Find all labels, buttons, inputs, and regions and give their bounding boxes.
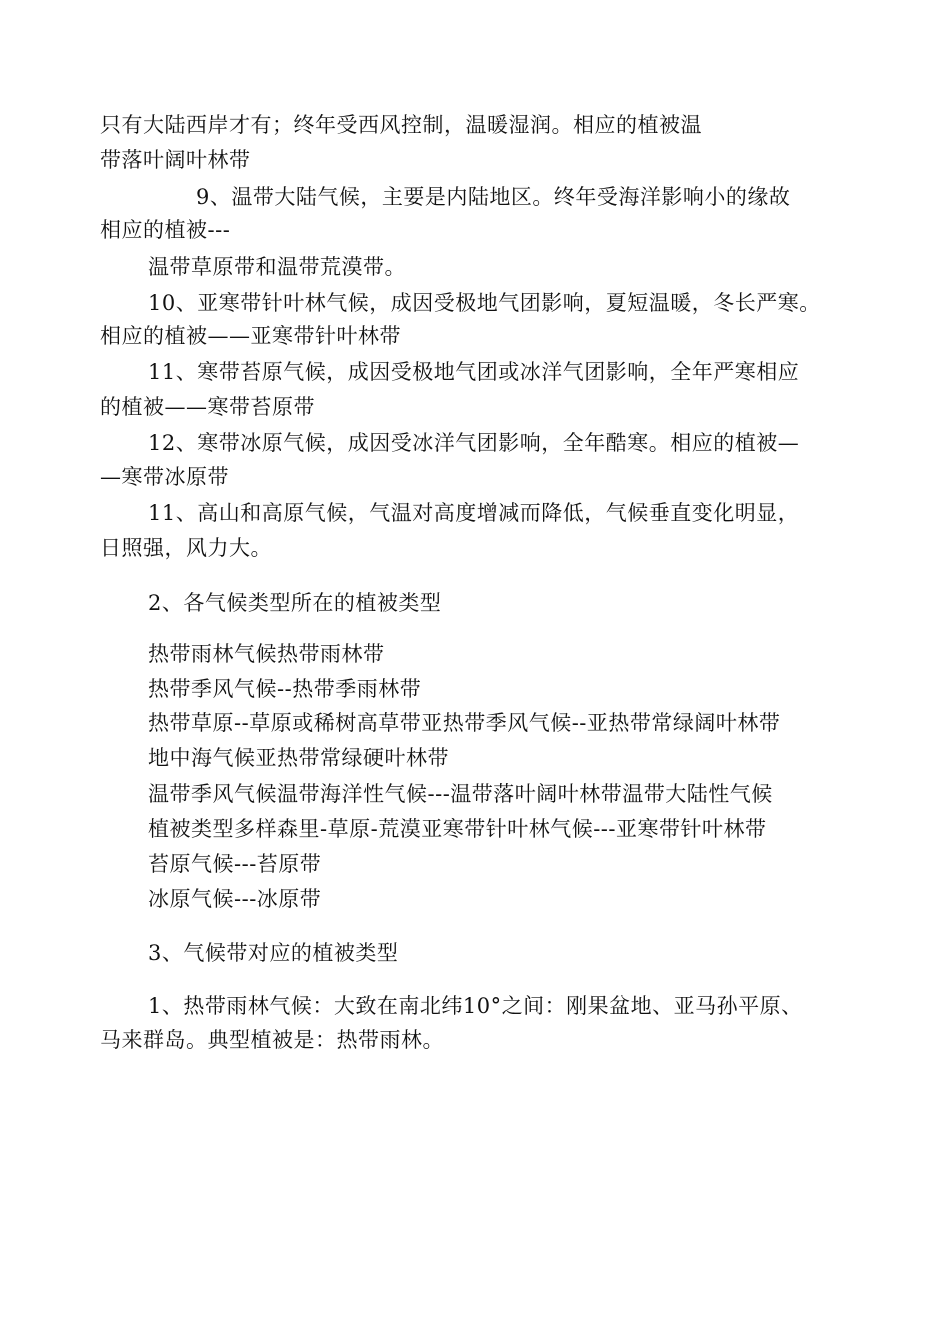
- text-line: 11、高山和高原气候，气温对高度增减而降低，气候垂直变化明显，: [148, 501, 800, 525]
- text-line: 苔原气候---苔原带: [148, 852, 322, 876]
- text-line: 地中海气候亚热带常绿硬叶林带: [148, 746, 449, 770]
- section-heading: 3、气候带对应的植被类型: [148, 941, 399, 965]
- text-line: 10、亚寒带针叶林气候，成因受极地气团影响，夏短温暖，冬长严寒。: [148, 291, 821, 315]
- text-line: 9、温带大陆气候，主要是内陆地区。终年受海洋影响小的缘故: [196, 185, 791, 209]
- text-line: 马来群岛。典型植被是：热带雨林。: [100, 1028, 444, 1052]
- text-line: 温带草原带和温带荒漠带。: [148, 255, 406, 279]
- text-line: 热带季风气候--热带季雨林带: [148, 677, 422, 701]
- text-line: 带落叶阔叶林带: [100, 148, 251, 172]
- text-line: 的植被——寒带苔原带: [100, 395, 315, 419]
- text-line: 1、热带雨林气候：大致在南北纬10°之间：刚果盆地、亚马孙平原、: [148, 994, 803, 1018]
- text-line: 植被类型多样森里-草原-荒漠亚寒带针叶林气候---亚寒带针叶林带: [148, 817, 767, 841]
- text-line: —寒带冰原带: [100, 465, 229, 489]
- text-line: 温带季风气候温带海洋性气候---温带落叶阔叶林带温带大陆性气候: [148, 782, 773, 806]
- text-line: 热带雨林气候热带雨林带: [148, 642, 385, 666]
- text-line: 11、寒带苔原气候，成因受极地气团或冰洋气团影响，全年严寒相应: [148, 360, 800, 384]
- text-line: 12、寒带冰原气候，成因受冰洋气团影响，全年酷寒。相应的植被—: [148, 431, 800, 455]
- text-line: 冰原气候---冰原带: [148, 887, 322, 911]
- text-line: 日照强，风力大。: [100, 536, 272, 560]
- section-heading: 2、各气候类型所在的植被类型: [148, 591, 442, 615]
- text-line: 只有大陆西岸才有；终年受西风控制，温暖湿润。相应的植被温: [100, 113, 702, 137]
- text-line: 相应的植被——亚寒带针叶林带: [100, 324, 401, 348]
- text-line: 热带草原--草原或稀树高草带亚热带季风气候--亚热带常绿阔叶林带: [148, 711, 781, 735]
- text-line: 相应的植被---: [100, 218, 231, 242]
